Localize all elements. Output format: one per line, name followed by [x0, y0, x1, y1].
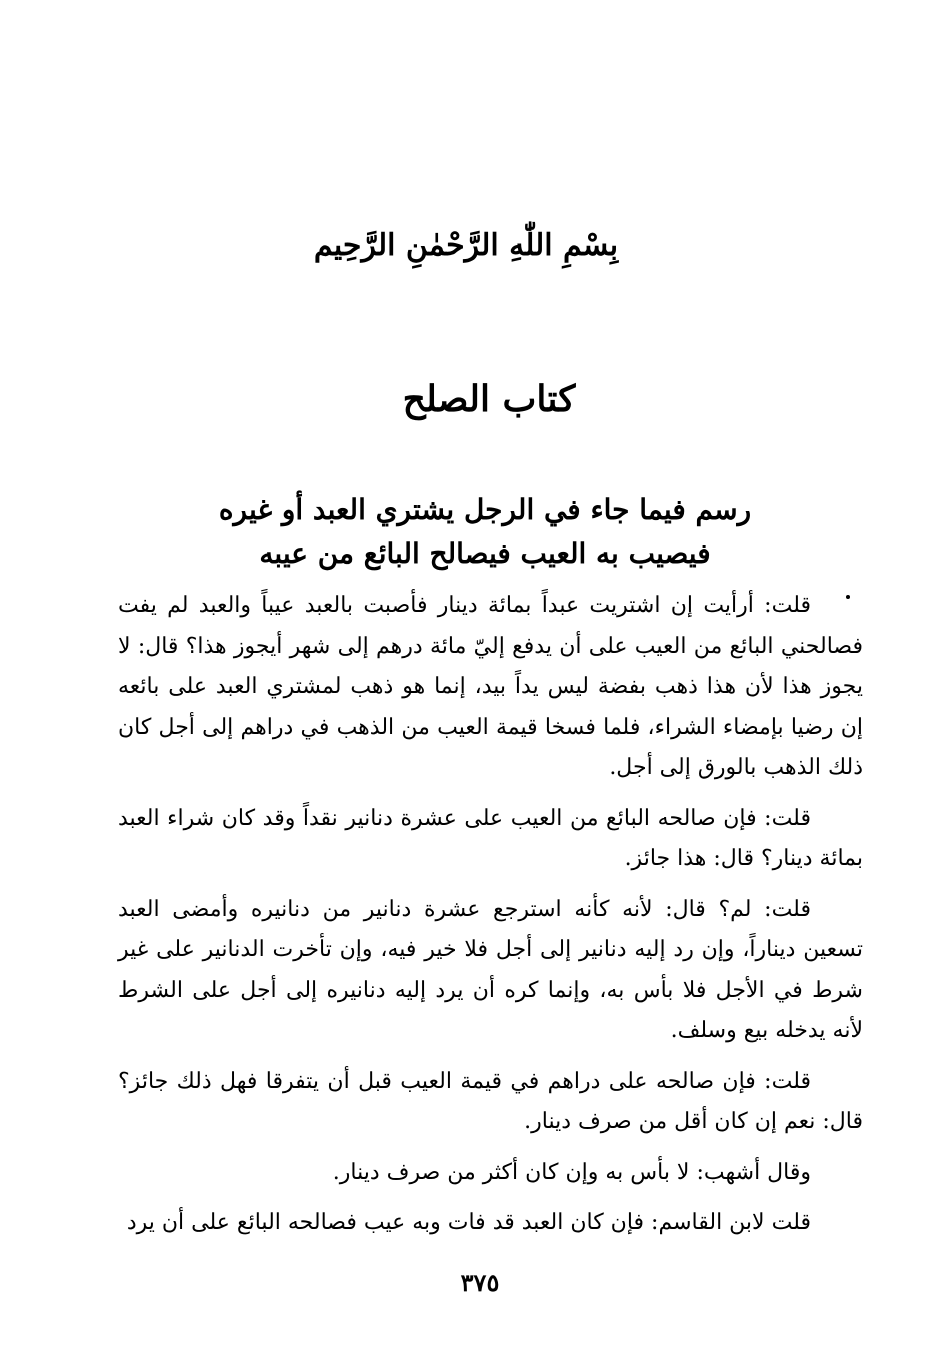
basmala-heading: بِسْمِ اللّٰهِ الرَّحْمٰنِ الرَّحِيم [313, 228, 619, 263]
chapter-title-line-2: فيصيب به العيب فيصالح البائع من عيبه [259, 537, 711, 570]
chapter-title-line-1: رسم فيما جاء في الرجل يشتري العبد أو غيره [218, 493, 752, 526]
body-text [118, 586, 863, 1254]
book-title: كتاب الصلح [402, 378, 576, 420]
paragraph: قلت: لم؟ قال: لأنه كأنه استرجع عشرة دنانير من دنانيره وأمضى العبد تسعين ديناراً، وإن رد إليه دنانير إلى أجل فلا خير فيه، وإن تأخرت الدنانير على غير شرط في الأجل فلا بأس به، وإنما كره أن يرد إليه دنانيره إلى أجل على الشرط لأنه يدخله بيع وسلف. [118, 896, 863, 1043]
paragraph: وقال أشهب: لا بأس به وإن كان أكثر من صرف دينار. [332, 1159, 811, 1185]
paragraph: قلت: فإن صالحه البائع من العيب على عشرة دنانير نقداً وقد كان شراء العبد بمائة دينار؟ قال: هذا جائز. [118, 805, 863, 871]
page-number: ٣٧٥ [460, 1268, 500, 1297]
paragraph: قلت لابن القاسم: فإن كان العبد قد فات وبه عيب فصالحه البائع على أن يرد [126, 1210, 811, 1235]
chapter-title [0, 488, 932, 576]
paragraph: قلت: فإن صالحه على دراهم في قيمة العيب قبل أن يتفرقا فهل ذلك جائز؟ قال: نعم إن كان أقل من صرف دينار. [118, 1068, 863, 1134]
paragraph: قلت: أرأيت إن اشتريت عبداً بمائة دينار فأصبت بالعبد عيباً والعبد لم يفت فصالحني البائع من العيب على أن يدفع إليّ مائة درهم إلى شهر أيجوز هذا؟ قال: لا يجوز هذا لأن هذا ذهب بفضة ليس يداً بيد، إنما هو ذهب لمشتري العبد على بائعه إن رضيا بإمضاء الشراء، فلما فسخا قيمة العيب من الذهب في دراهم إلى أجل كان ذلك الذهب بالورق إلى أجل. [118, 593, 863, 780]
